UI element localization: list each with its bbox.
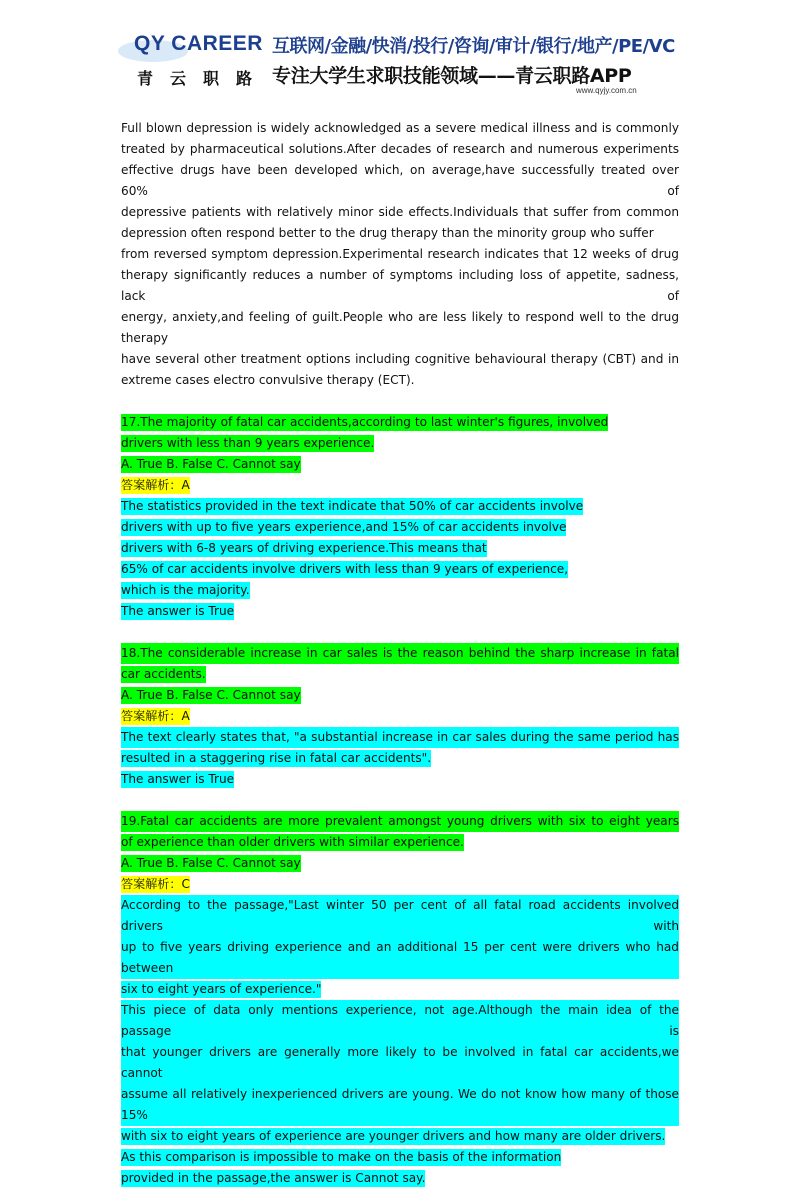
explanation-line: As this comparison is impossible to make on the basis of the information xyxy=(121,1150,562,1164)
explanation-line: The text clearly states that, "a substantial increase in car sales during the same period has xyxy=(121,727,679,748)
passage-line: have several other treatment options including cognitive behavioural therapy (CBT) and in xyxy=(121,352,679,366)
answer-options: A. True B. False C. Cannot say xyxy=(121,457,301,471)
document-body xyxy=(121,118,679,1189)
answer-key: 答案解析：A xyxy=(121,478,190,492)
question-text: car accidents. xyxy=(121,667,206,681)
question-text: 19.Fatal car accidents are more prevalent amongst young drivers with six to eight years xyxy=(121,811,679,832)
page-header xyxy=(0,0,800,110)
question-text: 17.The majority of fatal car accidents,according to last winter's figures, involved xyxy=(121,415,609,429)
explanation-line: According to the passage,"Last winter 50 per cent of all fatal road accidents involved drivers with xyxy=(121,895,679,937)
explanation-line: provided in the passage,the answer is Cannot say. xyxy=(121,1171,426,1185)
explanation-line: drivers with 6-8 years of driving experience.This means that xyxy=(121,541,487,555)
explanation-line: with six to eight years of experience are younger drivers and how many are older drivers. xyxy=(121,1129,666,1143)
passage-line: from reversed symptom depression.Experimental research indicates that 12 weeks of drug xyxy=(121,247,679,261)
header-sectors: 互联网/金融/快消/投行/咨询/审计/银行/地产/PE/VC xyxy=(272,36,675,57)
question-text: drivers with less than 9 years experience. xyxy=(121,436,375,450)
question-18 xyxy=(121,643,679,790)
passage-line: Full blown depression is widely acknowledged as a severe medical illness and is commonly xyxy=(121,121,679,135)
explanation-line: that younger drivers are generally more likely to be involved in fatal car accidents,we cannot xyxy=(121,1042,679,1084)
passage-line: therapy significantly reduces a number of symptoms including loss of appetite, sadness, lack of xyxy=(121,268,679,303)
passage-line: effective drugs have been developed which, on average,have successfully treated over 60% of xyxy=(121,163,679,198)
brand-logo: QY CAREER xyxy=(134,32,263,55)
header-website: www.qyjy.com.cn xyxy=(576,86,637,95)
explanation-line: The answer is True xyxy=(121,604,235,618)
answer-key: 答案解析：A xyxy=(121,709,190,723)
explanation-line: drivers with up to five years experience,and 15% of car accidents involve xyxy=(121,520,567,534)
passage-line: extreme cases electro convulsive therapy (ECT). xyxy=(121,373,415,387)
explanation-line: six to eight years of experience." xyxy=(121,982,322,996)
answer-key: 答案解析：C xyxy=(121,877,190,891)
answer-options: A. True B. False C. Cannot say xyxy=(121,688,301,702)
explanation-line: The statistics provided in the text indicate that 50% of car accidents involve xyxy=(121,499,584,513)
explanation-line: up to five years driving experience and an additional 15 per cent were drivers who had between xyxy=(121,937,679,979)
question-17 xyxy=(121,412,679,622)
explanation-line: resulted in a staggering rise in fatal car accidents". xyxy=(121,751,432,765)
question-text: of experience than older drivers with similar experience. xyxy=(121,835,464,849)
brand-name-chinese: 青云职路 xyxy=(137,69,270,88)
header-slogan: 专注大学生求职技能领域——青云职路APP xyxy=(272,65,632,87)
passage-line: depression often respond better to the drug therapy than the minority group who suffer xyxy=(121,226,654,240)
explanation-line: which is the majority. xyxy=(121,583,250,597)
explanation-line: This piece of data only mentions experience, not age.Although the main idea of the passage is xyxy=(121,1000,679,1042)
question-text: 18.The considerable increase in car sales is the reason behind the sharp increase in fatal xyxy=(121,643,679,664)
explanation-line: assume all relatively inexperienced drivers are young. We do not know how many of those 15% xyxy=(121,1084,679,1126)
explanation-line: 65% of car accidents involve drivers with less than 9 years of experience, xyxy=(121,562,569,576)
explanation-line: The answer is True xyxy=(121,772,235,786)
passage xyxy=(121,118,679,391)
passage-line: energy, anxiety,and feeling of guilt.People who are less likely to respond well to the drug therapy xyxy=(121,310,679,345)
passage-line: depressive patients with relatively minor side effects.Individuals that suffer from common xyxy=(121,205,679,219)
question-19 xyxy=(121,811,679,1189)
answer-options: A. True B. False C. Cannot say xyxy=(121,856,301,870)
passage-line: treated by pharmaceutical solutions.After decades of research and numerous experiments xyxy=(121,142,679,156)
